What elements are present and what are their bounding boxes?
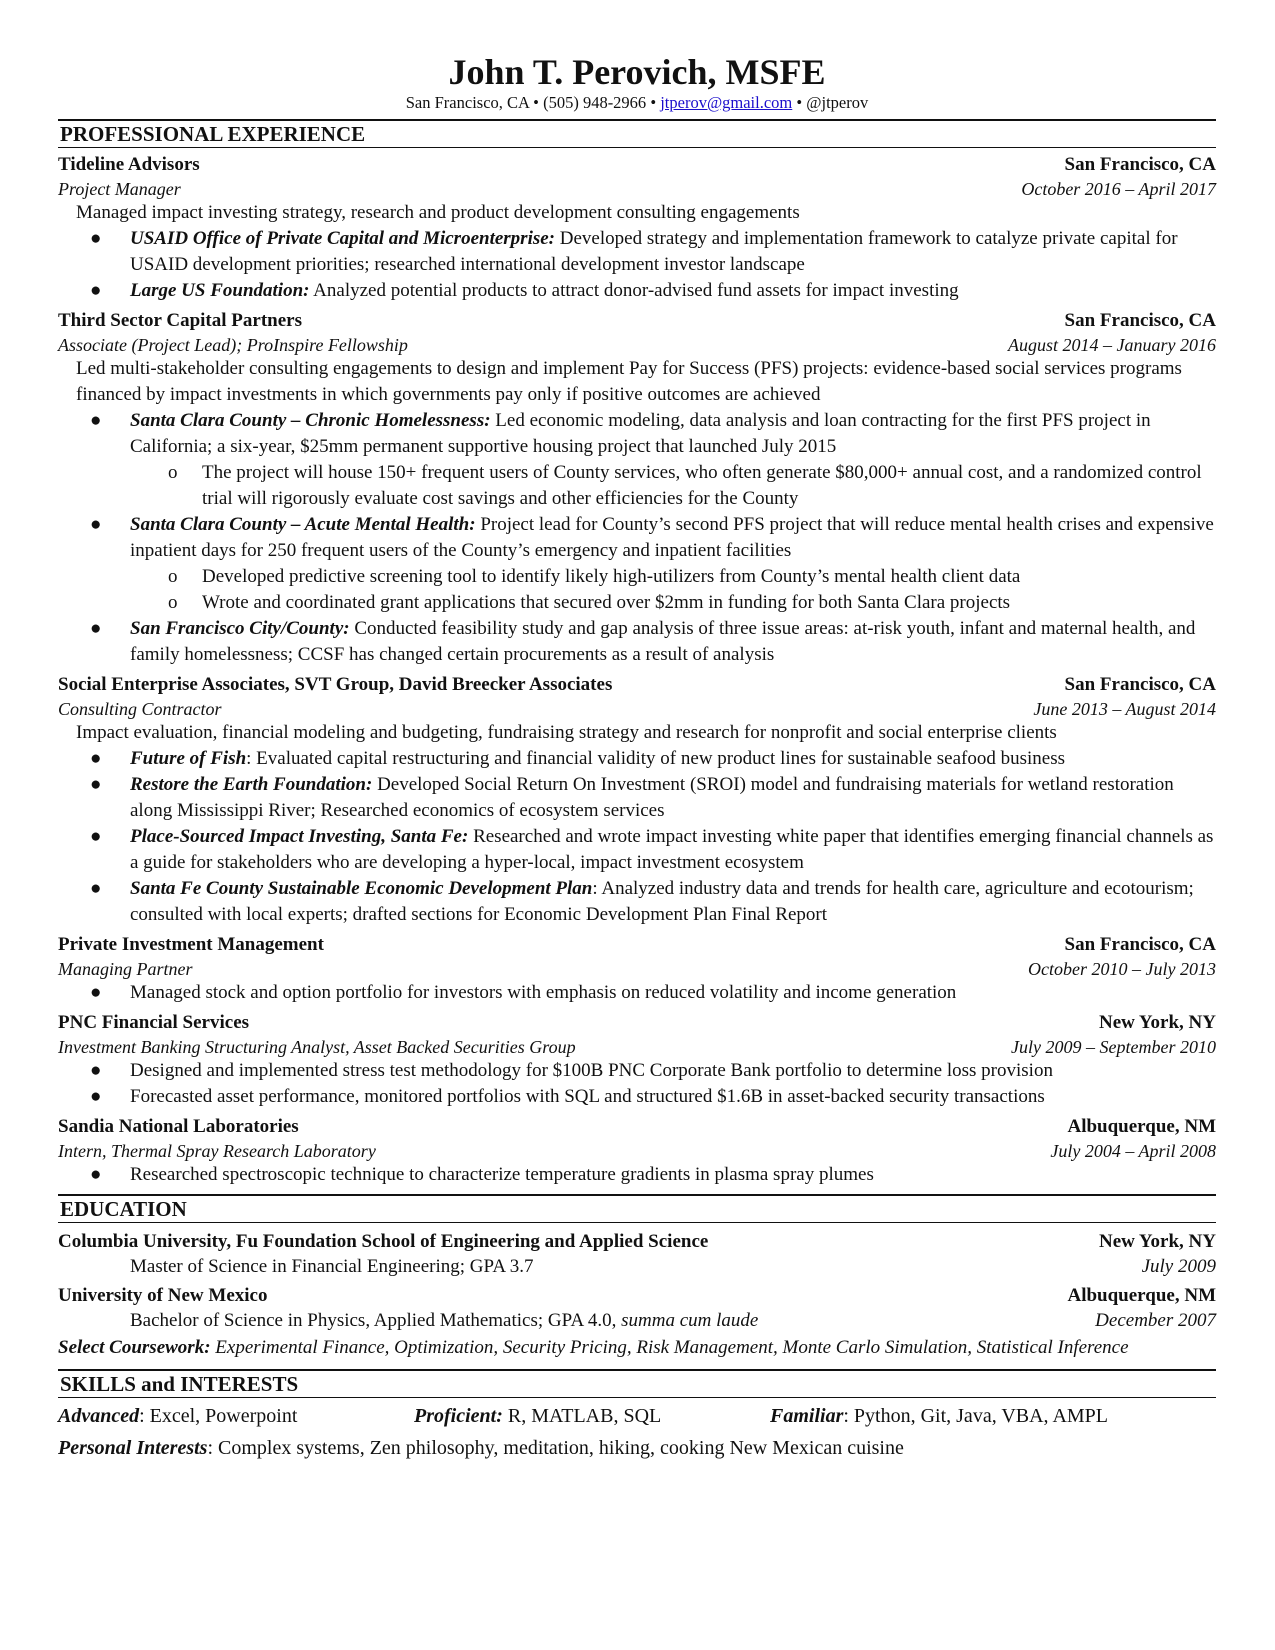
job-location: San Francisco, CA: [1064, 310, 1216, 331]
list-item: [58, 1058, 1216, 1084]
bullet-text: Conducted feasibility study and gap analysis of three issue areas: at-risk youth, infant and maternal health, and family homelessness; CCSF has changed certain procurements as a result of analysis: [130, 618, 1196, 665]
skill-label: Proficient:: [414, 1405, 503, 1427]
sub-bullet-icon: o: [168, 592, 178, 613]
job-description: Managed impact investing strategy, research and product development consulting engagements: [76, 202, 800, 223]
school-header: [58, 1229, 1216, 1255]
job-org: Third Sector Capital Partners: [58, 310, 302, 331]
bullet-icon: ●: [90, 774, 102, 795]
list-item: [58, 824, 1216, 876]
job-title-row: [58, 698, 1216, 720]
separator: •: [533, 93, 539, 112]
skill-value: : Python, Git, Java, VBA, AMPL: [843, 1405, 1109, 1427]
job-title: Investment Banking Structuring Analyst, Asset Backed Securities Group: [58, 1037, 576, 1057]
bullet-text: Researched spectroscopic technique to characterize temperature gradients in plasma spray plumes: [130, 1164, 874, 1185]
bullet-icon: ●: [90, 1060, 102, 1081]
bullet-text: Developed predictive screening tool to identify likely high-utilizers from County’s mental health client data: [202, 566, 1021, 587]
separator: •: [650, 93, 657, 112]
job-header: [58, 932, 1216, 958]
job-header: [58, 1010, 1216, 1036]
interests-row: [58, 1434, 1216, 1462]
job-title-row: [58, 178, 1216, 200]
list-item: [58, 876, 1216, 928]
job-title: Consulting Contractor: [58, 699, 222, 719]
school-name: Columbia University, Fu Foundation School of Engineering and Applied Science: [58, 1231, 709, 1252]
job-description: Impact evaluation, financial modeling and budgeting, fundraising strategy and research for nonprofit and social enterprise clients: [76, 722, 1057, 743]
job-location: San Francisco, CA: [1064, 934, 1216, 955]
bullet-lead: Large US Foundation:: [130, 280, 310, 301]
job-title: Intern, Thermal Spray Research Laboratory: [58, 1141, 376, 1161]
bullet-lead: Santa Clara County – Chronic Homelessness:: [130, 410, 491, 431]
job-org: Private Investment Management: [58, 934, 324, 955]
bullet-text: Analyzed potential products to attract donor-advised fund assets for impact investing: [309, 280, 959, 301]
degree-wrap: [130, 1309, 758, 1333]
job-org: Social Enterprise Associates, SVT Group, David Breecker Associates: [58, 674, 613, 695]
email-link[interactable]: jtperov@gmail.com: [660, 93, 793, 112]
job-location: San Francisco, CA: [1064, 674, 1216, 695]
bullet-text: Developed strategy and implementation framework to catalyze private capital for USAID development priorities; researched international development investor landscape: [130, 228, 1178, 275]
job-title-row: [58, 1140, 1216, 1162]
job-description: Led multi-stakeholder consulting engagements to design and implement Pay for Success (PFS) projects: evidence-based social services programs financed by impact investments in which governments pay only if positive outcomes are achieved: [76, 358, 1182, 405]
coursework-list: Experimental Finance, Optimization, Security Pricing, Risk Management, Monte Carlo Simulation, Statistical Inference: [210, 1337, 1129, 1358]
list-item: [58, 746, 1216, 772]
bullet-lead: Future of Fish: [130, 748, 247, 769]
section-heading-education: EDUCATION: [58, 1194, 1216, 1223]
bullet-lead: Santa Clara County – Acute Mental Health:: [130, 514, 476, 535]
contact-handle: @jtperov: [806, 93, 869, 112]
interests-label: Personal Interests: [58, 1437, 208, 1459]
bullet-icon: ●: [90, 1086, 102, 1107]
skill-value: : Excel, Powerpoint: [139, 1405, 298, 1427]
degree-date: July 2009: [1141, 1256, 1216, 1277]
list-item: [58, 226, 1216, 278]
list-item: [58, 1162, 1216, 1188]
candidate-name: John T. Perovich, MSFE: [448, 52, 826, 92]
bullet-icon: ●: [90, 878, 102, 899]
bullet-text: : Evaluated capital restructuring and financial validity of new product lines for sustainable seafood business: [246, 748, 1066, 769]
job-org: Tideline Advisors: [58, 154, 200, 175]
list-item: [58, 772, 1216, 824]
job-title: Project Manager: [58, 179, 181, 199]
sub-bullet-icon: o: [168, 462, 178, 483]
list-item: [58, 278, 1216, 304]
bullet-text: Forecasted asset performance, monitored portfolios with SQL and structured $1.6B in asset-backed security transactions: [130, 1086, 1045, 1107]
job-title-row: [58, 1036, 1216, 1058]
list-item: [58, 1084, 1216, 1110]
job-location: Albuquerque, NM: [1067, 1116, 1216, 1137]
coursework-label: Select Coursework:: [58, 1337, 211, 1358]
school-location: Albuquerque, NM: [1067, 1285, 1216, 1306]
school-header: [58, 1283, 1216, 1309]
degree-row: [58, 1309, 1216, 1333]
school-location: New York, NY: [1099, 1231, 1216, 1252]
job-dates: October 2016 – April 2017: [1021, 179, 1216, 199]
skills-row: [58, 1398, 1216, 1434]
job-header: [58, 152, 1216, 178]
degree-honors: summa cum laude: [621, 1310, 759, 1331]
sub-bullet-icon: o: [168, 566, 178, 587]
coursework: [58, 1333, 1216, 1363]
sub-list-item: [58, 564, 1216, 590]
job-dates: July 2004 – April 2008: [1050, 1141, 1216, 1161]
bullet-text: : Analyzed industry data and trends for health care, agriculture and ecotourism; consulted with local experts; drafted sections for Economic Development Plan Final Report: [130, 878, 1194, 925]
school-name: University of New Mexico: [58, 1285, 268, 1306]
degree-row: [58, 1255, 1216, 1279]
job-location: New York, NY: [1099, 1012, 1216, 1033]
job-dates: October 2010 – July 2013: [1028, 959, 1216, 979]
job-dates: July 2009 – September 2010: [1011, 1037, 1216, 1057]
list-item: [58, 616, 1216, 668]
separator: •: [796, 93, 803, 112]
job-title-row: [58, 334, 1216, 356]
list-item: [58, 512, 1216, 564]
job-location: San Francisco, CA: [1064, 154, 1216, 175]
job-dates: June 2013 – August 2014: [1033, 699, 1216, 719]
bullet-lead: Restore the Earth Foundation:: [130, 774, 373, 795]
section-heading-skills: SKILLS and INTERESTS: [58, 1369, 1216, 1398]
job-header: [58, 308, 1216, 334]
skill-proficient: [414, 1398, 770, 1434]
bullet-text: Researched and wrote impact investing white paper that identifies emerging financial channels as a guide for stakeholders who are developing a hyper-local, impact investment ecosystem: [130, 826, 1214, 873]
bullet-text: Developed Social Return On Investment (SROI) model and fundraising materials for wetland restoration along Mississippi River; Researched economics of ecosystem services: [130, 774, 1174, 821]
interests-value: : Complex systems, Zen philosophy, meditation, hiking, cooking New Mexican cuisine: [207, 1437, 904, 1459]
bullet-text: Designed and implemented stress test methodology for $100B PNC Corporate Bank portfolio to determine loss provision: [130, 1060, 1053, 1081]
degree-date: December 2007: [1095, 1310, 1216, 1331]
contact-line: [58, 93, 1216, 113]
bullet-lead: Place-Sourced Impact Investing, Santa Fe:: [130, 826, 469, 847]
bullet-icon: ●: [90, 228, 102, 249]
skill-label: Advanced: [58, 1405, 140, 1427]
bullet-text: Project lead for County’s second PFS project that will reduce mental health crises and expensive inpatient days for 250 frequent users of the County’s emergency and inpatient facilities: [130, 514, 1214, 561]
job-header: [58, 1114, 1216, 1140]
list-item: [58, 980, 1216, 1006]
degree: Bachelor of Science in Physics, Applied Mathematics; GPA 4.0,: [130, 1310, 622, 1331]
bullet-icon: ●: [90, 280, 102, 301]
bullet-text: The project will house 150+ frequent users of County services, who often generate $80,000+ annual cost, and a randomized control trial will rigorously evaluate cost savings and other efficiencies for the County: [202, 462, 1202, 509]
contact-location: San Francisco, CA: [405, 93, 530, 112]
sub-list-item: [58, 460, 1216, 512]
job-title: Managing Partner: [58, 959, 193, 979]
bullet-icon: ●: [90, 410, 102, 431]
contact-phone: (505) 948-2966: [543, 93, 647, 112]
job-header: [58, 672, 1216, 698]
bullet-lead: USAID Office of Private Capital and Microenterprise:: [130, 228, 556, 249]
bullet-text: Led economic modeling, data analysis and loan contracting for the first PFS project in California; a six-year, $25mm permanent supportive housing project that launched July 2015: [130, 410, 1151, 457]
job-title: Associate (Project Lead); ProInspire Fellowship: [58, 335, 408, 355]
bullet-text: Managed stock and option portfolio for investors with emphasis on reduced volatility and income generation: [130, 982, 957, 1003]
bullet-icon: ●: [90, 618, 102, 639]
skill-label: Familiar: [770, 1405, 844, 1427]
bullet-icon: ●: [90, 826, 102, 847]
resume-page: [58, 52, 1216, 1462]
interests: [58, 1434, 904, 1462]
bullet-lead: Santa Fe County Sustainable Economic Development Plan: [130, 878, 593, 899]
job-org: Sandia National Laboratories: [58, 1116, 299, 1137]
skill-familiar: [770, 1398, 1108, 1434]
job-title-row: [58, 958, 1216, 980]
section-heading-experience: PROFESSIONAL EXPERIENCE: [58, 119, 1216, 148]
skill-advanced: [58, 1398, 414, 1434]
bullet-icon: ●: [90, 514, 102, 535]
job-org: PNC Financial Services: [58, 1012, 250, 1033]
bullet-icon: ●: [90, 748, 102, 769]
list-item: [58, 408, 1216, 460]
bullet-icon: ●: [90, 1164, 102, 1185]
bullet-text: Wrote and coordinated grant applications that secured over $2mm in funding for both Santa Clara projects: [202, 592, 1011, 613]
skill-value: R, MATLAB, SQL: [502, 1405, 662, 1427]
sub-list-item: [58, 590, 1216, 616]
bullet-icon: ●: [90, 982, 102, 1003]
bullet-lead: San Francisco City/County:: [130, 618, 350, 639]
degree: Master of Science in Financial Engineering; GPA 3.7: [130, 1256, 534, 1277]
job-dates: August 2014 – January 2016: [1008, 335, 1216, 355]
